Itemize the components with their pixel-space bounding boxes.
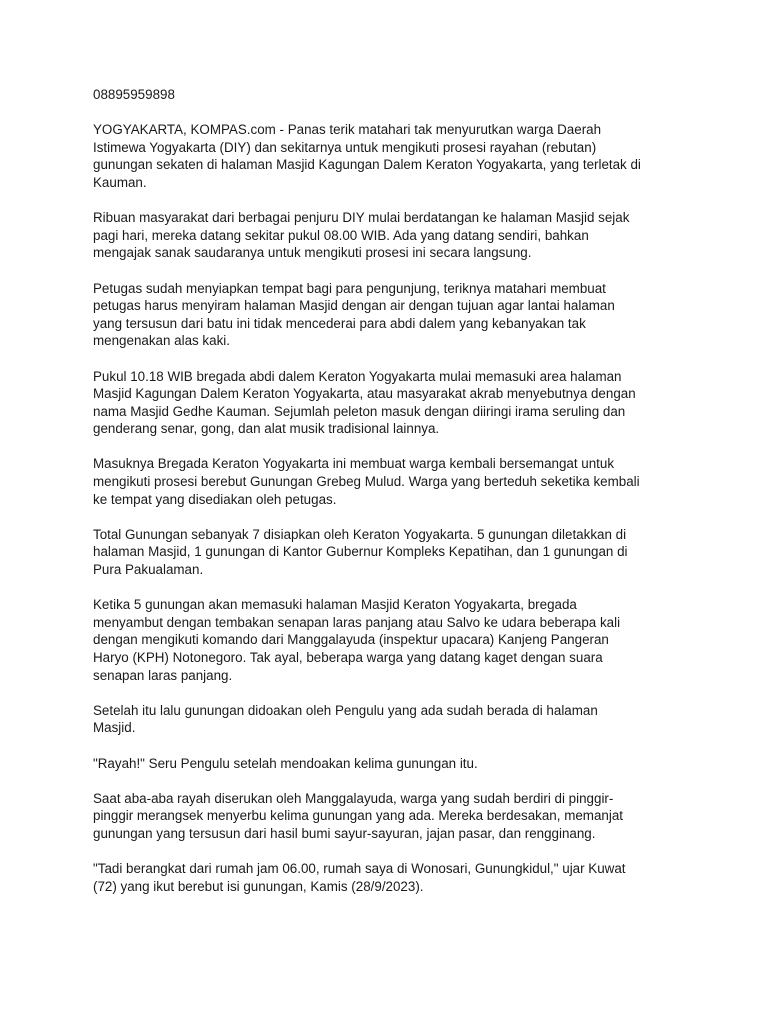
paragraph-2: Ribuan masyarakat dari berbagai penjuru DIY mulai berdatangan ke halaman Masjid sejak pagi hari, mereka datang sekitar pukul 08.00 WIB. Ada yang datang sendiri, bahkan mengajak sanak saudaranya untuk mengikuti prosesi ini secara langsung. [93, 210, 630, 261]
document-code: 08895959898 [93, 87, 175, 102]
paragraph-11: "Tadi berangkat dari rumah jam 06.00, rumah saya di Wonosari, Gunungkidul," ujar Kuwat (72) yang ikut berebut isi gunungan, Kamis (28/9/2023). [93, 861, 626, 894]
paragraph-9: "Rayah!" Seru Pengulu setelah mendoakan kelima gunungan itu. [93, 755, 478, 771]
paragraph-7: Ketika 5 gunungan akan memasuki halaman Masjid Keraton Yogyakarta, bregada menyambut dengan tembakan senapan laras panjang atau Salvo ke udara beberapa kali dengan mengikuti komando dari Manggalayuda (inspektur upacara) Kanjeng Pangeran Haryo (KPH) Notonegoro. Tak ayal, beberapa warga yang datang kaget dengan suara senapan laras panjang. [93, 597, 621, 683]
paragraph-10: Saat aba-aba rayah diserukan oleh Manggalayuda, warga yang sudah berdiri di pinggir- pinggir merangsek menyerbu kelima gunungan yang ada. Mereka berdesakan, memanjat gunungan yang tersusun dari hasil bumi sayur-sayuran, jajan pasar, dan rengginang. [93, 790, 623, 841]
paragraph-3: Petugas sudah menyiapkan tempat bagi para pengunjung, teriknya matahari membuat petugas harus menyiram halaman Masjid dengan air dengan tujuan agar lantai halaman yang tersusun dari batu ini tidak mencederai para abdi dalem yang kebanyakan tak mengenakan alas kaki. [93, 280, 615, 349]
paragraph-8: Setelah itu lalu gunungan didoakan oleh Pengulu yang ada sudah berada di halaman Masjid. [93, 702, 598, 736]
paragraph-6: Total Gunungan sebanyak 7 disiapkan oleh Keraton Yogyakarta. 5 gunungan diletakkan di halaman Masjid, 1 gunungan di Kantor Gubernur Kompleks Kepatihan, dan 1 gunungan di Pura Pakualaman. [93, 526, 628, 578]
paragraph-4: Pukul 10.18 WIB bregada abdi dalem Keraton Yogyakarta mulai memasuki area halaman Masjid Kagungan Dalem Keraton Yogyakarta, atau masyarakat akrab menyebutnya dengan nama Masjid Gedhe Kauman. Sejumlah peleton masuk dengan diiringi irama seruling dan genderang senar, gong, dan alat musik tradisional lainnya. [93, 368, 636, 437]
paragraph-5: Masuknya Bregada Keraton Yogyakarta ini membuat warga kembali bersemangat untuk mengikuti prosesi berebut Gunungan Grebeg Mulud. Warga yang berteduh seketika kembali ke tempat yang disediakan oleh petugas. [93, 456, 640, 507]
paragraph-1: YOGYAKARTA, KOMPAS.com - Panas terik matahari tak menyurutkan warga Daerah Istimewa Yogyakarta (DIY) dan sekitarnya untuk mengikuti prosesi rayahan (rebutan) gunungan sekaten di halaman Masjid Kagungan Dalem Keraton Yogyakarta, yang terletak di Kauman. [93, 122, 641, 190]
document-page [93, 86, 693, 913]
